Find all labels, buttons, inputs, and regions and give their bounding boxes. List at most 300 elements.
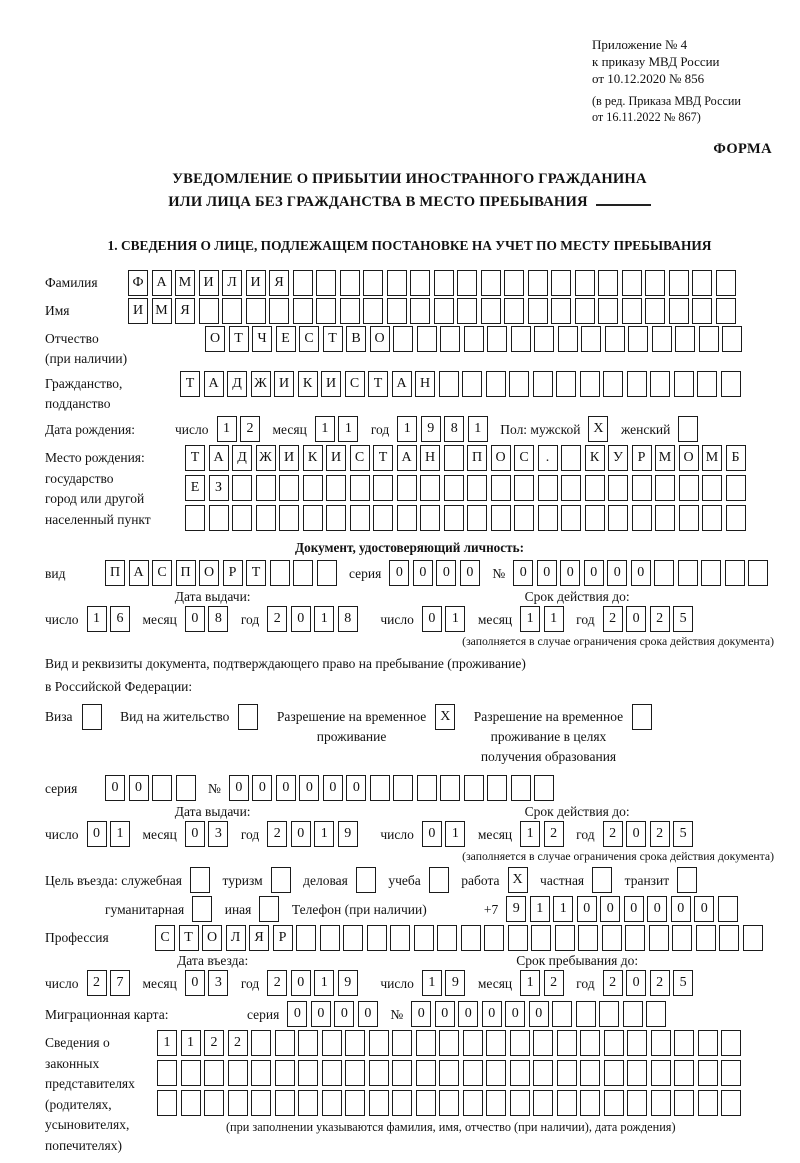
char-cell[interactable] (504, 298, 524, 324)
char-cell[interactable] (363, 270, 383, 296)
char-cell[interactable] (561, 445, 581, 471)
char-cell[interactable] (410, 298, 430, 324)
char-cell[interactable] (486, 1060, 506, 1086)
char-cell[interactable] (298, 1060, 318, 1086)
char-cell[interactable] (392, 1060, 412, 1086)
char-cell[interactable]: Я (175, 298, 195, 324)
char-cell[interactable] (645, 270, 665, 296)
char-cell[interactable] (511, 775, 531, 801)
char-cell[interactable] (576, 1001, 596, 1027)
char-cell[interactable] (416, 1090, 436, 1116)
char-cell[interactable] (721, 1090, 741, 1116)
char-cell[interactable]: 2 (650, 970, 670, 996)
char-cell[interactable]: 0 (631, 560, 651, 586)
char-cell[interactable] (551, 270, 571, 296)
char-cell[interactable] (439, 1030, 459, 1056)
char-cell[interactable]: 1 (314, 606, 334, 632)
char-cell[interactable]: 1 (314, 821, 334, 847)
char-cell[interactable] (533, 1090, 553, 1116)
char-cell[interactable]: Я (269, 270, 289, 296)
char-cell[interactable] (528, 270, 548, 296)
char-cell[interactable]: И (199, 270, 219, 296)
char-cell[interactable] (434, 298, 454, 324)
char-cell[interactable]: Д (232, 445, 252, 471)
char-cell[interactable]: У (608, 445, 628, 471)
char-cell[interactable] (531, 925, 551, 951)
char-cell[interactable]: 9 (338, 970, 358, 996)
char-cell[interactable]: 1 (520, 821, 540, 847)
char-cell[interactable] (463, 1060, 483, 1086)
char-cell[interactable] (461, 925, 481, 951)
char-cell[interactable]: 0 (647, 896, 667, 922)
char-cell[interactable]: 0 (413, 560, 433, 586)
char-cell[interactable]: 0 (529, 1001, 549, 1027)
char-cell[interactable] (350, 505, 370, 531)
char-cell[interactable]: . (538, 445, 558, 471)
char-cell[interactable]: 1 (315, 416, 335, 442)
char-cell[interactable] (392, 1090, 412, 1116)
checkbox-cell[interactable] (271, 867, 291, 893)
char-cell[interactable]: 0 (87, 821, 107, 847)
char-cell[interactable]: 0 (291, 970, 311, 996)
char-cell[interactable] (270, 560, 290, 586)
char-cell[interactable] (439, 371, 459, 397)
char-cell[interactable]: 5 (673, 970, 693, 996)
char-cell[interactable]: 2 (603, 821, 623, 847)
char-cell[interactable]: 0 (626, 606, 646, 632)
char-cell[interactable] (679, 505, 699, 531)
char-cell[interactable]: И (246, 270, 266, 296)
checkbox-cell[interactable] (82, 704, 102, 730)
char-cell[interactable] (632, 505, 652, 531)
char-cell[interactable]: 0 (607, 560, 627, 586)
char-cell[interactable] (275, 1090, 295, 1116)
char-cell[interactable] (651, 1030, 671, 1056)
char-cell[interactable] (655, 475, 675, 501)
char-cell[interactable]: 6 (110, 606, 130, 632)
char-cell[interactable] (481, 298, 501, 324)
char-cell[interactable]: И (274, 371, 294, 397)
char-cell[interactable]: 8 (338, 606, 358, 632)
char-cell[interactable]: П (467, 445, 487, 471)
char-cell[interactable]: 0 (577, 896, 597, 922)
char-cell[interactable] (674, 1060, 694, 1086)
char-cell[interactable] (152, 775, 172, 801)
char-cell[interactable] (675, 326, 695, 352)
char-cell[interactable] (627, 1060, 647, 1086)
checkbox-cell[interactable] (632, 704, 652, 730)
char-cell[interactable] (481, 270, 501, 296)
char-cell[interactable] (298, 1090, 318, 1116)
char-cell[interactable] (652, 326, 672, 352)
char-cell[interactable]: 0 (626, 821, 646, 847)
char-cell[interactable]: Т (368, 371, 388, 397)
char-cell[interactable]: 0 (600, 896, 620, 922)
char-cell[interactable]: А (152, 270, 172, 296)
char-cell[interactable] (387, 298, 407, 324)
char-cell[interactable] (558, 326, 578, 352)
char-cell[interactable] (557, 1090, 577, 1116)
char-cell[interactable] (410, 270, 430, 296)
char-cell[interactable]: 1 (314, 970, 334, 996)
char-cell[interactable] (552, 1001, 572, 1027)
char-cell[interactable] (363, 298, 383, 324)
char-cell[interactable]: 2 (603, 970, 623, 996)
char-cell[interactable] (651, 1090, 671, 1116)
char-cell[interactable] (674, 1090, 694, 1116)
checkbox-cell[interactable] (190, 867, 210, 893)
char-cell[interactable] (486, 1030, 506, 1056)
char-cell[interactable] (232, 505, 252, 531)
char-cell[interactable] (298, 1030, 318, 1056)
char-cell[interactable]: 0 (334, 1001, 354, 1027)
char-cell[interactable]: 2 (87, 970, 107, 996)
char-cell[interactable] (575, 270, 595, 296)
char-cell[interactable] (269, 298, 289, 324)
char-cell[interactable]: С (152, 560, 172, 586)
checkbox-cell[interactable] (356, 867, 376, 893)
char-cell[interactable] (320, 925, 340, 951)
char-cell[interactable] (326, 475, 346, 501)
char-cell[interactable]: М (702, 445, 722, 471)
char-cell[interactable] (692, 270, 712, 296)
char-cell[interactable] (279, 475, 299, 501)
char-cell[interactable] (420, 505, 440, 531)
char-cell[interactable] (580, 371, 600, 397)
char-cell[interactable]: Н (420, 445, 440, 471)
char-cell[interactable]: 1 (553, 896, 573, 922)
char-cell[interactable]: 1 (110, 821, 130, 847)
char-cell[interactable]: Ж (256, 445, 276, 471)
checkbox-cell[interactable] (429, 867, 449, 893)
char-cell[interactable] (467, 475, 487, 501)
char-cell[interactable] (439, 1060, 459, 1086)
char-cell[interactable] (622, 270, 642, 296)
char-cell[interactable] (510, 1030, 530, 1056)
char-cell[interactable] (557, 1030, 577, 1056)
char-cell[interactable] (157, 1060, 177, 1086)
char-cell[interactable]: 0 (513, 560, 533, 586)
char-cell[interactable]: 0 (460, 560, 480, 586)
char-cell[interactable]: Т (246, 560, 266, 586)
char-cell[interactable] (514, 505, 534, 531)
char-cell[interactable] (367, 925, 387, 951)
char-cell[interactable] (222, 298, 242, 324)
char-cell[interactable]: 0 (299, 775, 319, 801)
char-cell[interactable] (605, 326, 625, 352)
char-cell[interactable] (650, 371, 670, 397)
char-cell[interactable]: Л (222, 270, 242, 296)
char-cell[interactable]: И (326, 445, 346, 471)
char-cell[interactable] (256, 475, 276, 501)
char-cell[interactable] (580, 1090, 600, 1116)
char-cell[interactable] (632, 475, 652, 501)
char-cell[interactable] (721, 1030, 741, 1056)
char-cell[interactable]: М (175, 270, 195, 296)
char-cell[interactable]: 1 (445, 606, 465, 632)
char-cell[interactable] (444, 505, 464, 531)
char-cell[interactable] (533, 1030, 553, 1056)
char-cell[interactable] (726, 475, 746, 501)
char-cell[interactable] (649, 925, 669, 951)
char-cell[interactable] (623, 1001, 643, 1027)
char-cell[interactable]: 2 (267, 821, 287, 847)
char-cell[interactable] (511, 326, 531, 352)
char-cell[interactable]: П (176, 560, 196, 586)
char-cell[interactable] (669, 270, 689, 296)
char-cell[interactable] (181, 1060, 201, 1086)
char-cell[interactable] (628, 326, 648, 352)
char-cell[interactable] (508, 925, 528, 951)
char-cell[interactable] (232, 475, 252, 501)
char-cell[interactable]: 0 (482, 1001, 502, 1027)
char-cell[interactable]: 0 (185, 606, 205, 632)
char-cell[interactable] (444, 445, 464, 471)
char-cell[interactable]: О (491, 445, 511, 471)
char-cell[interactable] (561, 505, 581, 531)
char-cell[interactable]: 0 (411, 1001, 431, 1027)
char-cell[interactable] (185, 505, 205, 531)
char-cell[interactable] (340, 298, 360, 324)
char-cell[interactable]: 2 (267, 606, 287, 632)
char-cell[interactable]: 0 (436, 560, 456, 586)
char-cell[interactable] (678, 560, 698, 586)
char-cell[interactable] (701, 560, 721, 586)
char-cell[interactable] (434, 270, 454, 296)
char-cell[interactable]: 9 (421, 416, 441, 442)
char-cell[interactable]: 0 (105, 775, 125, 801)
char-cell[interactable]: 2 (240, 416, 260, 442)
char-cell[interactable] (464, 326, 484, 352)
char-cell[interactable]: Т (185, 445, 205, 471)
char-cell[interactable]: 9 (338, 821, 358, 847)
char-cell[interactable] (716, 298, 736, 324)
char-cell[interactable] (721, 371, 741, 397)
char-cell[interactable]: 1 (520, 970, 540, 996)
char-cell[interactable] (698, 1060, 718, 1086)
char-cell[interactable] (340, 270, 360, 296)
char-cell[interactable]: А (209, 445, 229, 471)
char-cell[interactable] (463, 1090, 483, 1116)
checkbox-cell[interactable] (678, 416, 698, 442)
char-cell[interactable] (627, 1090, 647, 1116)
char-cell[interactable] (608, 475, 628, 501)
char-cell[interactable]: С (155, 925, 175, 951)
char-cell[interactable] (725, 560, 745, 586)
char-cell[interactable]: К (298, 371, 318, 397)
char-cell[interactable] (491, 505, 511, 531)
char-cell[interactable]: О (370, 326, 390, 352)
char-cell[interactable] (486, 1090, 506, 1116)
char-cell[interactable]: К (585, 445, 605, 471)
char-cell[interactable] (322, 1060, 342, 1086)
char-cell[interactable] (726, 505, 746, 531)
char-cell[interactable] (697, 371, 717, 397)
char-cell[interactable] (293, 560, 313, 586)
char-cell[interactable]: П (105, 560, 125, 586)
char-cell[interactable] (487, 775, 507, 801)
char-cell[interactable] (510, 1090, 530, 1116)
char-cell[interactable] (551, 298, 571, 324)
char-cell[interactable]: О (205, 326, 225, 352)
char-cell[interactable] (416, 1060, 436, 1086)
char-cell[interactable] (718, 896, 738, 922)
char-cell[interactable] (514, 475, 534, 501)
char-cell[interactable]: Р (223, 560, 243, 586)
char-cell[interactable] (561, 475, 581, 501)
char-cell[interactable]: 1 (217, 416, 237, 442)
char-cell[interactable] (702, 505, 722, 531)
char-cell[interactable] (486, 371, 506, 397)
char-cell[interactable] (534, 775, 554, 801)
char-cell[interactable] (343, 925, 363, 951)
char-cell[interactable] (444, 475, 464, 501)
char-cell[interactable] (414, 925, 434, 951)
char-cell[interactable] (397, 475, 417, 501)
char-cell[interactable] (387, 270, 407, 296)
char-cell[interactable] (721, 1060, 741, 1086)
char-cell[interactable]: Я (249, 925, 269, 951)
char-cell[interactable]: 2 (650, 821, 670, 847)
char-cell[interactable] (627, 371, 647, 397)
char-cell[interactable] (533, 371, 553, 397)
char-cell[interactable] (674, 371, 694, 397)
char-cell[interactable]: Е (276, 326, 296, 352)
char-cell[interactable] (251, 1060, 271, 1086)
char-cell[interactable]: 0 (323, 775, 343, 801)
char-cell[interactable]: 0 (435, 1001, 455, 1027)
char-cell[interactable]: Л (226, 925, 246, 951)
char-cell[interactable] (345, 1060, 365, 1086)
char-cell[interactable] (645, 298, 665, 324)
char-cell[interactable] (228, 1060, 248, 1086)
char-cell[interactable]: 5 (673, 821, 693, 847)
char-cell[interactable] (457, 298, 477, 324)
char-cell[interactable]: Б (726, 445, 746, 471)
char-cell[interactable]: 8 (208, 606, 228, 632)
char-cell[interactable] (603, 371, 623, 397)
char-cell[interactable] (390, 925, 410, 951)
char-cell[interactable] (440, 775, 460, 801)
char-cell[interactable] (317, 560, 337, 586)
char-cell[interactable]: Ж (251, 371, 271, 397)
char-cell[interactable] (627, 1030, 647, 1056)
char-cell[interactable]: М (152, 298, 172, 324)
char-cell[interactable]: А (204, 371, 224, 397)
char-cell[interactable] (417, 326, 437, 352)
char-cell[interactable] (373, 505, 393, 531)
char-cell[interactable]: 5 (673, 606, 693, 632)
char-cell[interactable] (457, 270, 477, 296)
char-cell[interactable] (604, 1090, 624, 1116)
char-cell[interactable]: И (128, 298, 148, 324)
char-cell[interactable]: 3 (208, 970, 228, 996)
char-cell[interactable] (646, 1001, 666, 1027)
char-cell[interactable] (602, 925, 622, 951)
char-cell[interactable] (679, 475, 699, 501)
char-cell[interactable]: 2 (544, 821, 564, 847)
char-cell[interactable] (748, 560, 768, 586)
char-cell[interactable]: 2 (603, 606, 623, 632)
char-cell[interactable]: 2 (204, 1030, 224, 1056)
char-cell[interactable]: 0 (389, 560, 409, 586)
char-cell[interactable]: М (655, 445, 675, 471)
char-cell[interactable]: Р (632, 445, 652, 471)
char-cell[interactable] (580, 1060, 600, 1086)
char-cell[interactable] (575, 298, 595, 324)
char-cell[interactable] (256, 505, 276, 531)
char-cell[interactable] (598, 298, 618, 324)
char-cell[interactable]: 1 (468, 416, 488, 442)
char-cell[interactable] (439, 1090, 459, 1116)
char-cell[interactable] (303, 505, 323, 531)
char-cell[interactable]: 0 (624, 896, 644, 922)
char-cell[interactable] (316, 298, 336, 324)
char-cell[interactable] (296, 925, 316, 951)
char-cell[interactable]: К (303, 445, 323, 471)
char-cell[interactable]: Т (179, 925, 199, 951)
char-cell[interactable] (491, 475, 511, 501)
checkbox-cell[interactable] (677, 867, 697, 893)
char-cell[interactable]: 0 (537, 560, 557, 586)
checkbox-cell[interactable] (238, 704, 258, 730)
char-cell[interactable]: 0 (358, 1001, 378, 1027)
char-cell[interactable] (557, 1060, 577, 1086)
char-cell[interactable]: С (299, 326, 319, 352)
char-cell[interactable]: Д (227, 371, 247, 397)
char-cell[interactable] (672, 925, 692, 951)
char-cell[interactable]: 0 (185, 970, 205, 996)
char-cell[interactable]: С (345, 371, 365, 397)
char-cell[interactable]: Ф (128, 270, 148, 296)
char-cell[interactable] (722, 326, 742, 352)
char-cell[interactable]: 1 (338, 416, 358, 442)
char-cell[interactable] (316, 270, 336, 296)
char-cell[interactable] (322, 1030, 342, 1056)
char-cell[interactable]: 0 (276, 775, 296, 801)
char-cell[interactable] (555, 925, 575, 951)
char-cell[interactable]: В (346, 326, 366, 352)
char-cell[interactable] (464, 775, 484, 801)
char-cell[interactable]: А (129, 560, 149, 586)
char-cell[interactable] (293, 298, 313, 324)
char-cell[interactable] (698, 1090, 718, 1116)
char-cell[interactable]: 9 (445, 970, 465, 996)
char-cell[interactable] (743, 925, 763, 951)
char-cell[interactable] (157, 1090, 177, 1116)
char-cell[interactable]: Н (415, 371, 435, 397)
char-cell[interactable] (440, 326, 460, 352)
char-cell[interactable] (692, 298, 712, 324)
char-cell[interactable] (702, 475, 722, 501)
char-cell[interactable] (599, 1001, 619, 1027)
char-cell[interactable]: 1 (181, 1030, 201, 1056)
char-cell[interactable]: 8 (444, 416, 464, 442)
char-cell[interactable]: 0 (129, 775, 149, 801)
char-cell[interactable] (246, 298, 266, 324)
char-cell[interactable]: А (397, 445, 417, 471)
char-cell[interactable]: 0 (626, 970, 646, 996)
char-cell[interactable] (275, 1060, 295, 1086)
char-cell[interactable] (504, 270, 524, 296)
char-cell[interactable] (655, 505, 675, 531)
char-cell[interactable]: 0 (422, 821, 442, 847)
char-cell[interactable] (397, 505, 417, 531)
char-cell[interactable]: О (199, 560, 219, 586)
char-cell[interactable] (209, 505, 229, 531)
char-cell[interactable]: Ч (252, 326, 272, 352)
char-cell[interactable]: З (209, 475, 229, 501)
